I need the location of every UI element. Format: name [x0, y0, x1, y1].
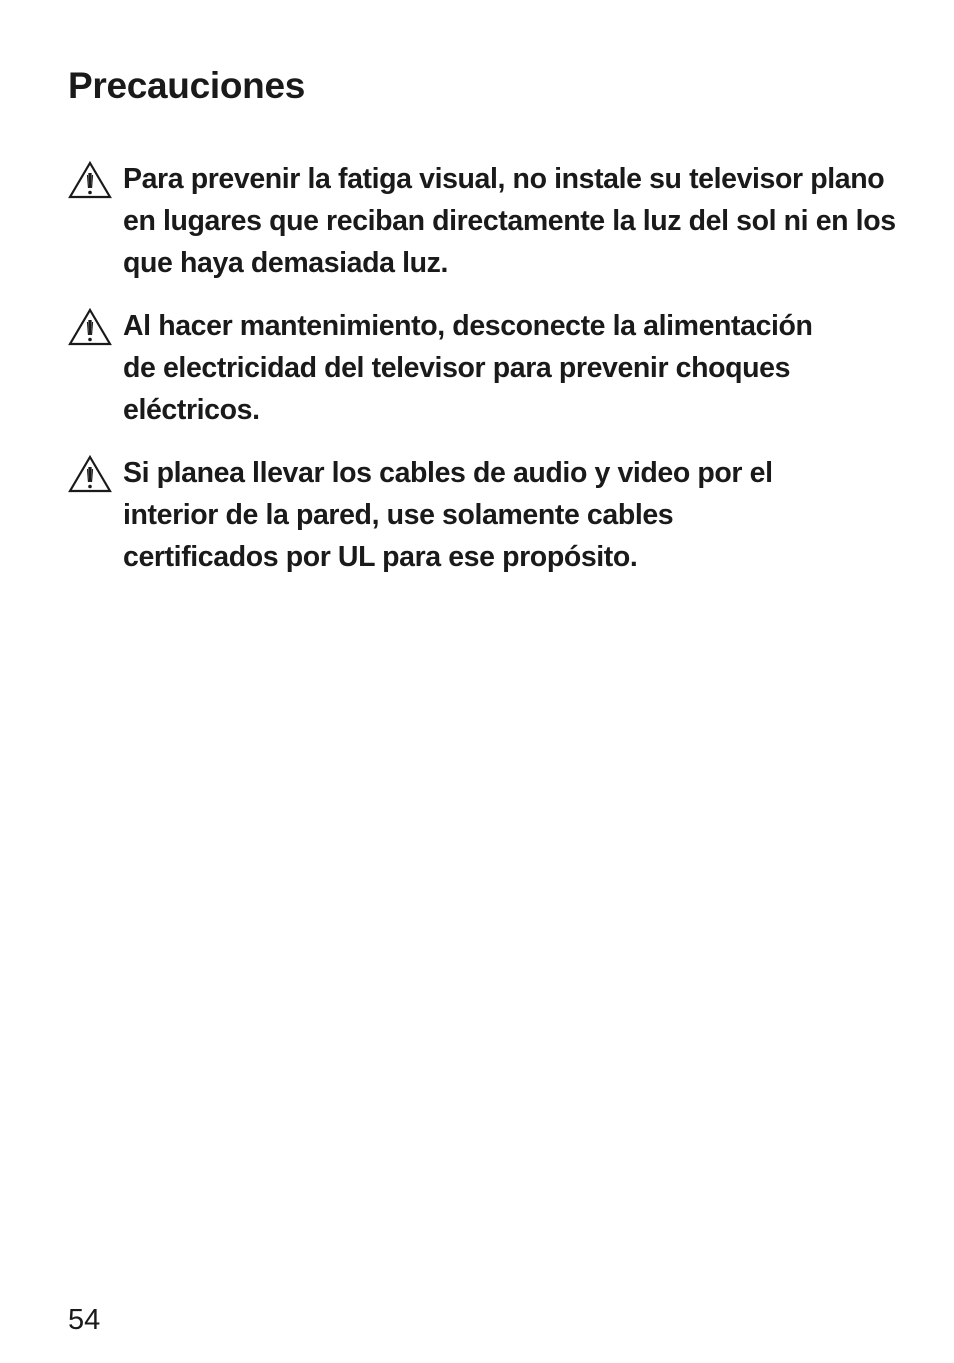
- precaution-item: [68, 305, 898, 431]
- warning-triangle-icon: [68, 308, 112, 346]
- precaution-item: [68, 158, 898, 284]
- page-number: 54: [68, 1304, 101, 1336]
- warning-triangle-icon: [68, 455, 112, 493]
- precaution-text: Si planea llevar los cables de audio y video por el interior de la pared, use solamente cables certificados por UL para ese propósito.: [123, 457, 773, 573]
- precaution-item: [68, 452, 898, 578]
- warning-triangle-icon: [68, 161, 112, 199]
- precaution-text: Al hacer mantenimiento, desconecte la alimentación de electricidad del televisor para prevenir choques eléctricos.: [123, 310, 813, 426]
- page-title: Precauciones: [68, 65, 306, 106]
- precaution-list: [68, 158, 898, 599]
- precaution-text: Para prevenir la fatiga visual, no instale su televisor plano en lugares que reciban directamente la luz del sol ni en los que haya demasiada luz.: [123, 163, 896, 279]
